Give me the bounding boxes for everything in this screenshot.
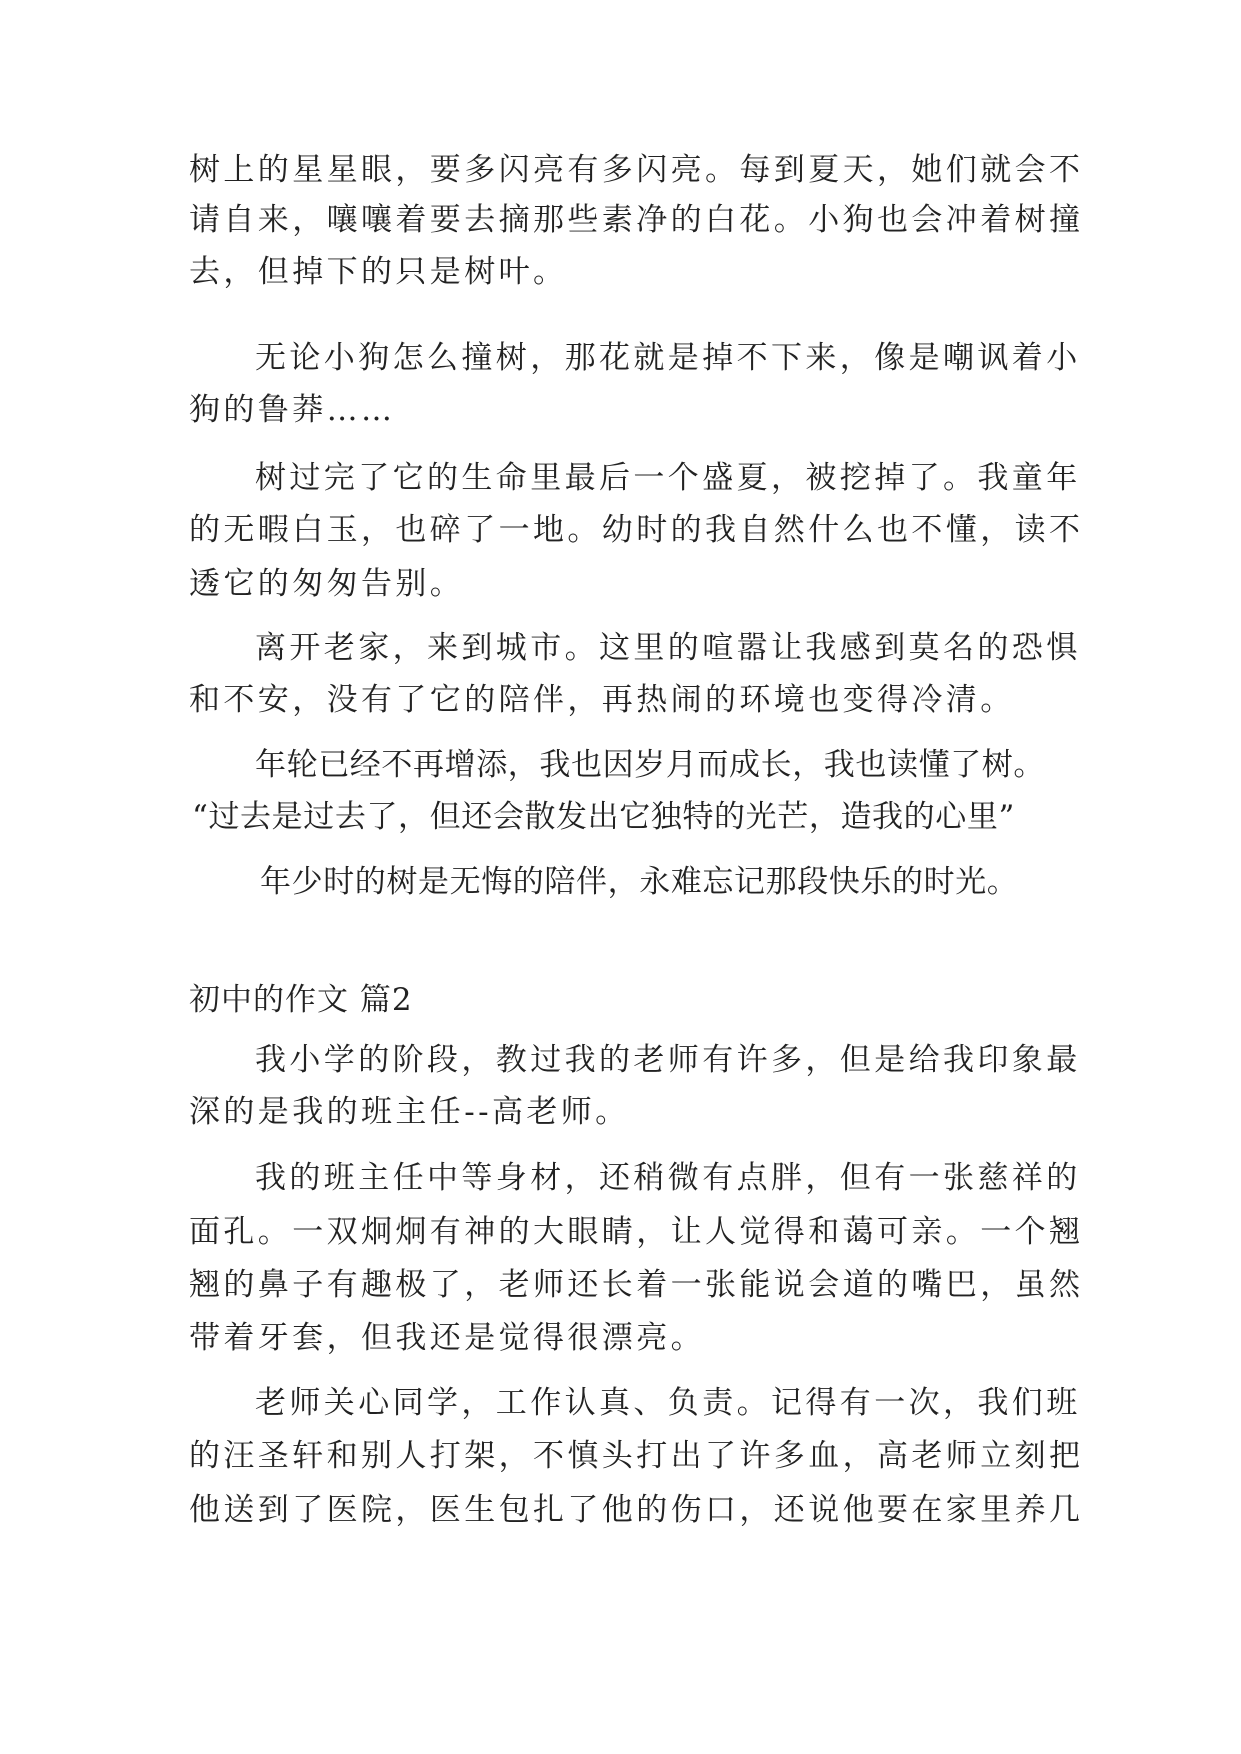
text-line: 的汪圣轩和别人打架，不慎头打出了许多血，高老师立刻把: [189, 1438, 1084, 1474]
text-line: 他送到了医院，医生包扎了他的伤口，还说他要在家里养几: [189, 1492, 1084, 1528]
text-line: 带着牙套，但我还是觉得很漂亮。: [189, 1320, 705, 1356]
text-line: 深的是我的班主任--高老师。: [189, 1094, 630, 1130]
text-line: 离开老家，来到城市。这里的喧嚣让我感到莫名的恐惧: [255, 630, 1081, 666]
section-heading: 初中的作文 篇2: [189, 982, 413, 1018]
text-line: 和不安，没有了它的陪伴，再热闹的环境也变得冷清。: [189, 682, 1015, 718]
text-line: 年少时的树是无悔的陪伴，永难忘记那段快乐的时光。: [260, 864, 1019, 900]
text-line: 面孔。一双炯炯有神的大眼睛，让人觉得和蔼可亲。一个翘: [189, 1214, 1084, 1250]
text-line: 的无暇白玉，也碎了一地。幼时的我自然什么也不懂，读不: [189, 512, 1084, 548]
text-line: 无论小狗怎么撞树，那花就是掉不下来，像是嘲讽着小: [255, 340, 1081, 376]
text-line: 我小学的阶段，教过我的老师有许多，但是给我印象最: [255, 1042, 1081, 1078]
text-line: 去，但掉下的只是树叶。: [189, 254, 568, 290]
text-line: 请自来，嚷嚷着要去摘那些素净的白花。小狗也会冲着树撞: [189, 202, 1084, 238]
text-line: 年轮已经不再增添，我也因岁月而成长，我也读懂了树。: [255, 747, 1045, 783]
text-line: 狗的鲁莽……: [189, 392, 396, 428]
text-line: 树过完了它的生命里最后一个盛夏，被挖掉了。我童年: [255, 460, 1081, 496]
text-line: 我的班主任中等身材，还稍微有点胖，但有一张慈祥的: [255, 1160, 1081, 1196]
text-line: 透它的匆匆告别。: [189, 566, 465, 602]
text-line: 翘的鼻子有趣极了，老师还长着一张能说会道的嘴巴，虽然: [189, 1267, 1084, 1303]
text-line: “过去是过去了，但还会散发出它独特的光芒，造我的心里”: [192, 799, 1015, 835]
text-line: 老师关心同学，工作认真、负责。记得有一次，我们班: [255, 1385, 1081, 1421]
text-line: 树上的星星眼，要多闪亮有多闪亮。每到夏天，她们就会不: [189, 152, 1084, 188]
